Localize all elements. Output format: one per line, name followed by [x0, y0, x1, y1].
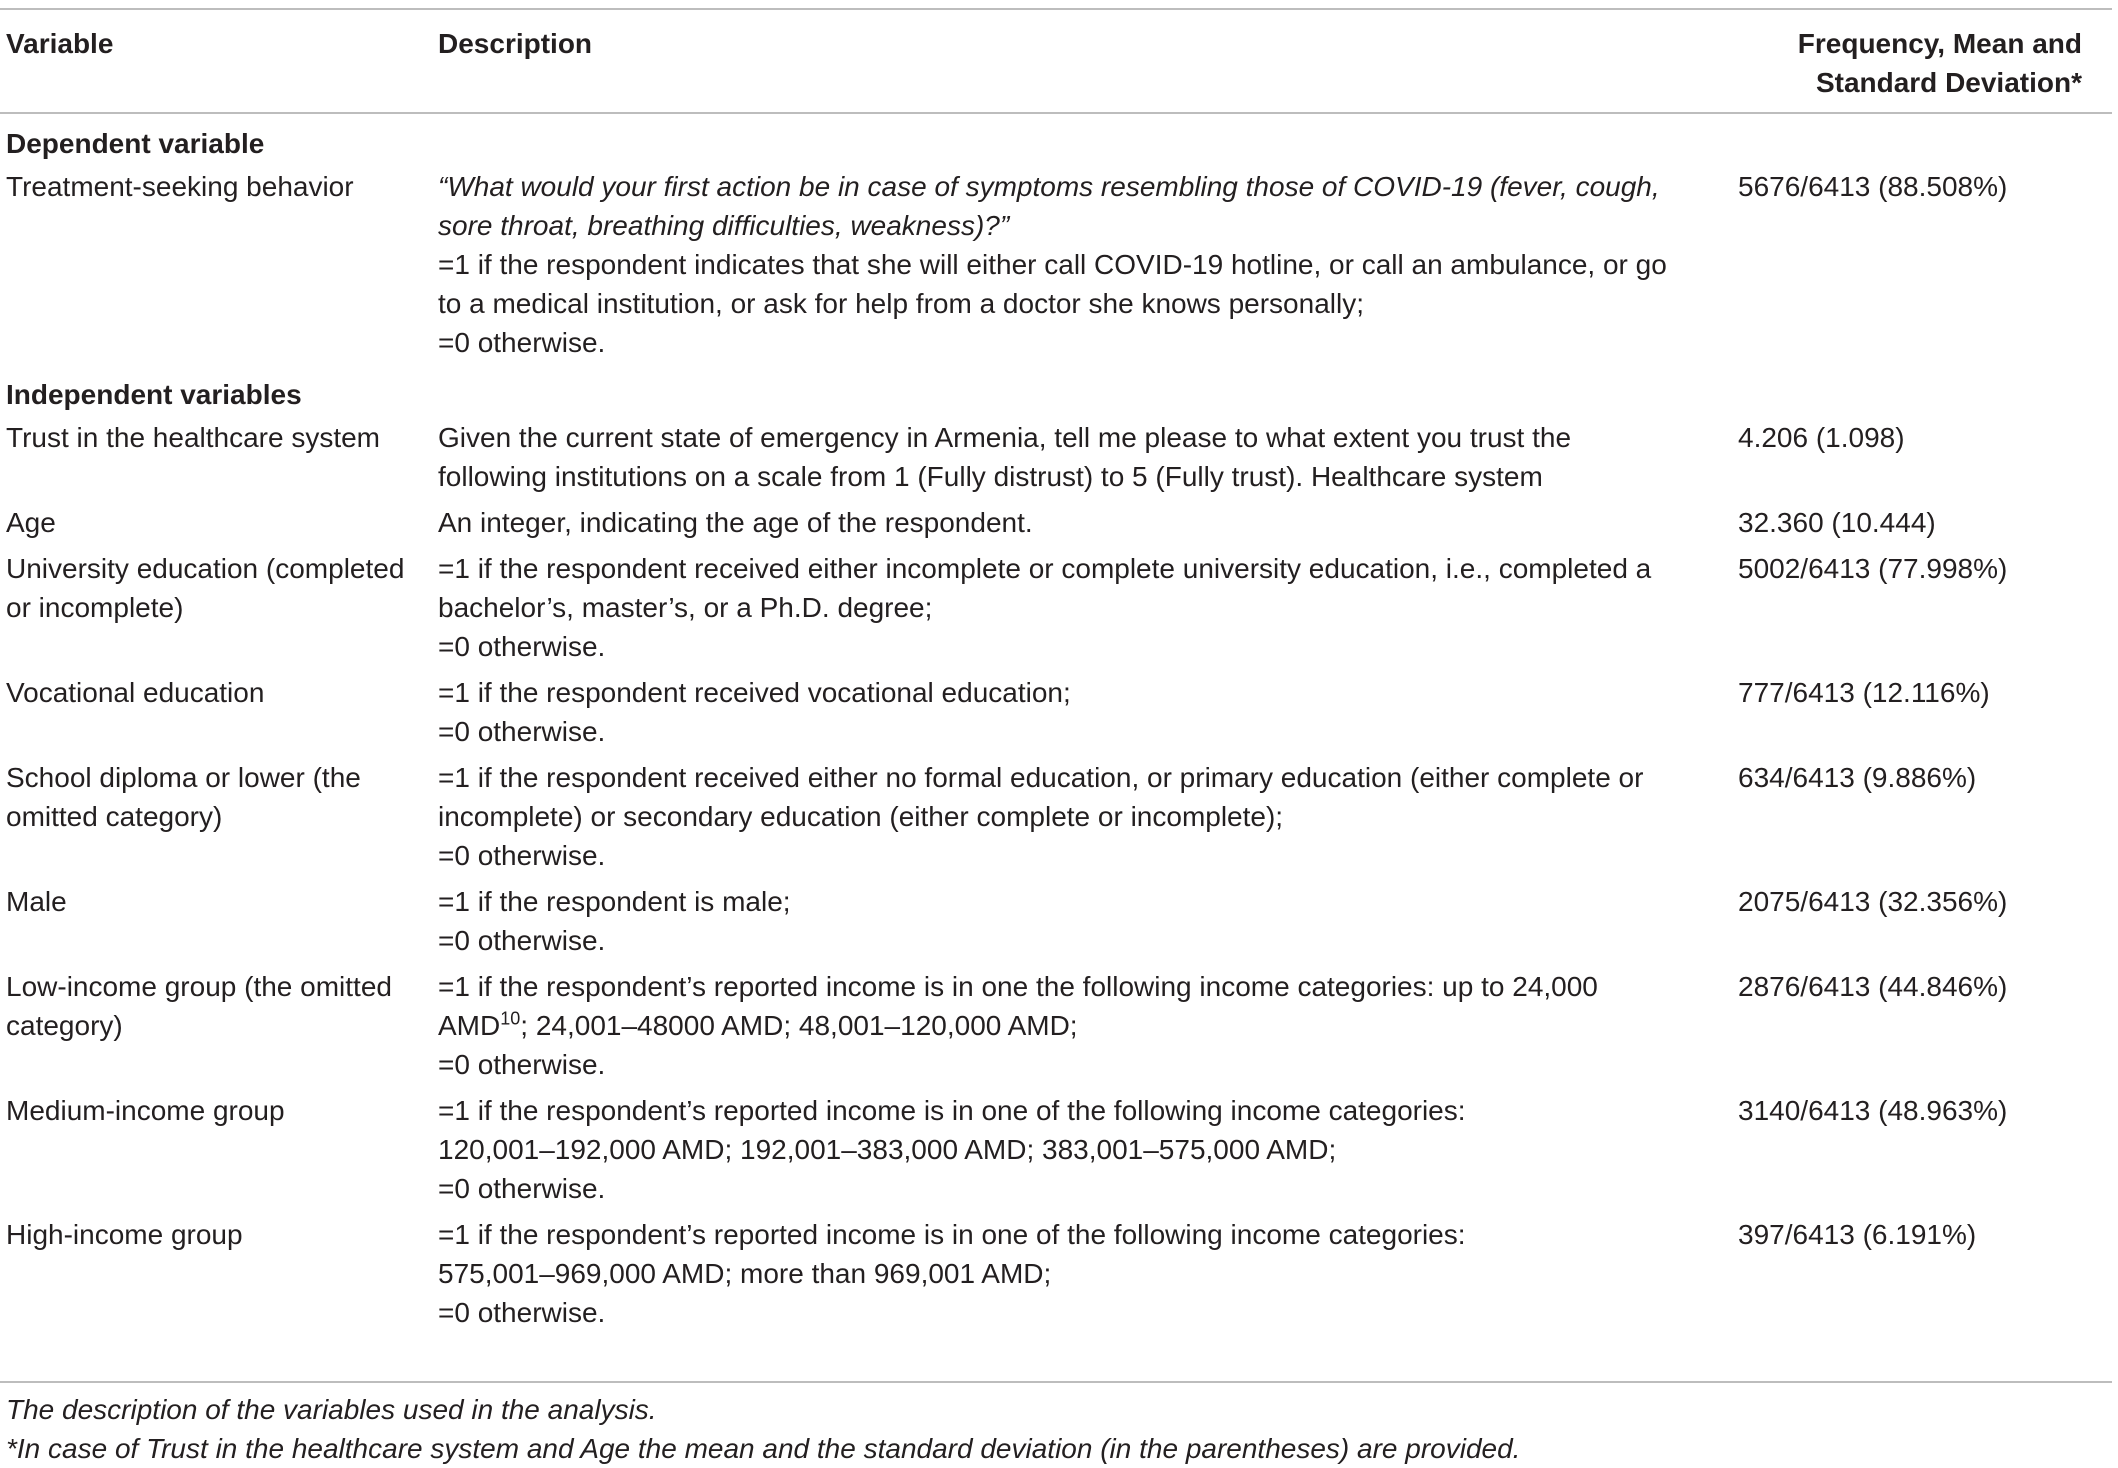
- row-value: 5002/6413 (77.998%): [1738, 553, 2008, 584]
- table-caption: The description of the variables used in the analysis.: [6, 1394, 657, 1425]
- row-description: [438, 669, 1718, 754]
- section-dependent-label: Dependent variable: [6, 128, 265, 159]
- header-statistics: [1718, 9, 2112, 113]
- description-line: =0 otherwise.: [438, 716, 606, 747]
- description-line: =1 if the respondent received either incomplete or complete university education, i.e., completed a: [438, 553, 1652, 584]
- table-row: [0, 1211, 2112, 1335]
- table-row: [0, 669, 2112, 754]
- table-row: [0, 499, 2112, 545]
- row-value: 2075/6413 (32.356%): [1738, 886, 2008, 917]
- table-footnote: *In case of Trust in the healthcare system and Age the mean and the standard deviation (in the parentheses) are provided.: [6, 1433, 1521, 1464]
- description-line: following institutions on a scale from 1 (Fully distrust) to 5 (Fully trust). Healthcare system: [438, 461, 1543, 492]
- row-description: [438, 545, 1718, 669]
- row-description: [438, 499, 1718, 545]
- row-variable: School diploma or lower (the omitted category): [6, 762, 361, 832]
- description-line: to a medical institution, or ask for help from a doctor she knows personally;: [438, 288, 1364, 319]
- description-line: Given the current state of emergency in Armenia, tell me please to what extent you trust the: [438, 422, 1572, 453]
- description-line: bachelor’s, master’s, or a Ph.D. degree;: [438, 592, 933, 623]
- description-line: =1 if the respondent received either no formal education, or primary education (either complete or: [438, 762, 1644, 793]
- description-line: =0 otherwise.: [438, 631, 606, 662]
- description-line-rest: ; 24,001–48000 AMD; 48,001–120,000 AMD;: [520, 1010, 1078, 1041]
- row-value: 3140/6413 (48.963%): [1738, 1095, 2008, 1126]
- table-row: [0, 1087, 2112, 1211]
- section-dependent: [0, 113, 2112, 163]
- table-row: [0, 754, 2112, 878]
- row-description: [438, 1087, 1718, 1211]
- description-line: [438, 1006, 1718, 1045]
- table-row: [0, 545, 2112, 669]
- row-value: 5676/6413 (88.508%): [1738, 171, 2008, 202]
- row-description: [438, 963, 1718, 1087]
- table-row: [0, 963, 2112, 1087]
- row-variable: Treatment-seeking behavior: [6, 171, 354, 202]
- table-row: [0, 414, 2112, 499]
- table-header-row: [0, 9, 2112, 113]
- description-line: =0 otherwise.: [438, 925, 606, 956]
- description-line: =1 if the respondent received vocational education;: [438, 677, 1071, 708]
- section-independent-label: Independent variables: [6, 379, 302, 410]
- header-variable: Variable: [0, 9, 438, 113]
- description-line: sore throat, breathing difficulties, weakness)?”: [438, 210, 1010, 241]
- description-line: =1 if the respondent is male;: [438, 886, 791, 917]
- description-line: =0 otherwise.: [438, 1173, 606, 1204]
- row-value: 2876/6413 (44.846%): [1738, 971, 2008, 1002]
- description-line: =1 if the respondent’s reported income is in one of the following income categories:: [438, 1219, 1466, 1250]
- row-variable: Low-income group (the omitted category): [6, 971, 392, 1041]
- description-line: =0 otherwise.: [438, 1049, 606, 1080]
- row-variable: Male: [6, 886, 67, 917]
- description-line: =0 otherwise.: [438, 840, 606, 871]
- row-variable: Age: [6, 507, 56, 538]
- row-description: [438, 414, 1718, 499]
- amd-text: AMD: [438, 1010, 501, 1041]
- footnote-ref: 10: [500, 1008, 521, 1029]
- description-line: 120,001–192,000 AMD; 192,001–383,000 AMD; 383,001–575,000 AMD;: [438, 1134, 1337, 1165]
- row-variable: Vocational education: [6, 677, 265, 708]
- row-variable: Trust in the healthcare system: [6, 422, 381, 453]
- row-variable: Medium-income group: [6, 1095, 285, 1126]
- description-line: 575,001–969,000 AMD; more than 969,001 AMD;: [438, 1258, 1052, 1289]
- row-value: 777/6413 (12.116%): [1738, 677, 1990, 708]
- row-description: [438, 163, 1718, 365]
- description-line: “What would your first action be in case of symptoms resembling those of COVID-19 (fever, cough,: [438, 171, 1660, 202]
- table-notes: [6, 1390, 1520, 1468]
- header-description: Description: [438, 9, 1718, 113]
- table-row: [0, 163, 2112, 365]
- row-value: 634/6413 (9.886%): [1738, 762, 1977, 793]
- description-line: =0 otherwise.: [438, 327, 606, 358]
- description-line: =1 if the respondent’s reported income is in one the following income categories: up to 24,000: [438, 971, 1598, 1002]
- row-value: 32.360 (10.444): [1738, 507, 1936, 538]
- description-line: incomplete) or secondary education (either complete or incomplete);: [438, 801, 1284, 832]
- header-statistics-line1: Frequency, Mean and: [1797, 28, 2082, 59]
- header-statistics-line2: Standard Deviation*: [1815, 67, 2082, 98]
- variables-table: [0, 8, 2112, 1335]
- table-row: [0, 878, 2112, 963]
- section-independent: [0, 365, 2112, 414]
- row-variable: High-income group: [6, 1219, 243, 1250]
- row-variable: University education (completed or incomplete): [6, 553, 405, 623]
- row-description: [438, 1211, 1718, 1335]
- table-bottom-rule: [0, 1381, 2112, 1383]
- row-value: 397/6413 (6.191%): [1738, 1219, 1977, 1250]
- row-description: [438, 754, 1718, 878]
- description-line: =0 otherwise.: [438, 1297, 606, 1328]
- row-value: 4.206 (1.098): [1738, 422, 1905, 453]
- description-line: =1 if the respondent’s reported income is in one of the following income categories:: [438, 1095, 1466, 1126]
- row-description: [438, 878, 1718, 963]
- description-line: An integer, indicating the age of the respondent.: [438, 507, 1033, 538]
- description-line: =1 if the respondent indicates that she will either call COVID-19 hotline, or call an ambulance, or go: [438, 249, 1667, 280]
